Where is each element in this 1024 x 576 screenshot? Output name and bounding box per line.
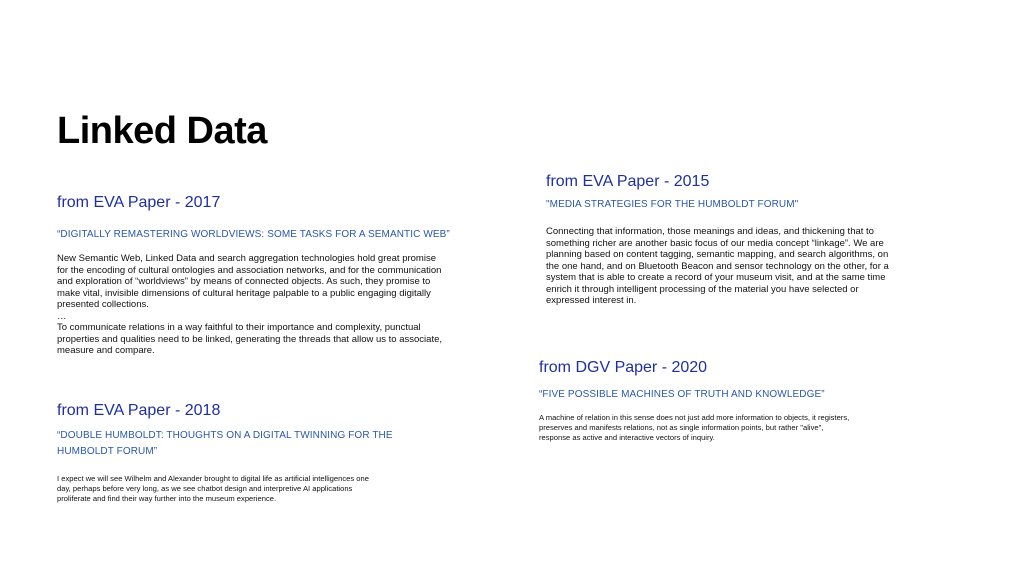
section-eva-2017-body bbox=[57, 253, 477, 357]
section-body-text: A machine of relation in this sense does not just add more information to objects, it registers, preserves and manifests relations, not as single information points, but rather "alive", response as active and interactive vectors of inquiry. bbox=[539, 413, 850, 442]
section-dgv-2020-body bbox=[539, 413, 919, 443]
section-quote-title: “DIGITALLY REMASTERING WORLDVIEWS: SOME TASKS FOR A SEMANTIC WEB” bbox=[57, 229, 450, 240]
section-eva-2017-quote bbox=[57, 228, 477, 242]
section-eva-2018-body bbox=[57, 474, 457, 504]
section-eva-2017 bbox=[57, 193, 477, 213]
section-eva-2018-quote bbox=[57, 428, 457, 460]
section-source: from EVA Paper - 2017 bbox=[57, 194, 221, 211]
section-quote-title-line1: “DOUBLE HUMBOLDT: THOUGHTS ON A DIGITAL TWINNING FOR THE bbox=[57, 430, 393, 441]
section-body-text: New Semantic Web, Linked Data and search aggregation technologies hold great promise for the encoding of cultural ontologies and association networks, and for the communication and exploration of “worldviews” by means of connected objects. As such, they promise to make vital, invisible dimensions of cultural heritage palpable to a public engaging digitally presented collections. … To communicate relations in a way faithful to their importance and complexity, punctual properties and qualities need to be linked, generating the threads that allow us to associate, measure and compare. bbox=[57, 253, 443, 356]
section-body-text: Connecting that information, those meanings and ideas, and thickening that to something richer are another basic focus of our media concept “linkage”. We are planning based on content tagging, semantic mapping, and search algorithms, on the one hand, and on Bluetooth Beacon and sensor technology on the other, for a system that is able to create a record of your museum visit, and at the same time enrich it through intelligent processing of the material you have selected or expressed interest in. bbox=[546, 226, 889, 306]
section-eva-2015-body bbox=[546, 226, 926, 307]
section-source: from EVA Paper - 2018 bbox=[57, 402, 221, 419]
section-dgv-2020-quote bbox=[539, 388, 919, 402]
section-quote-title: "MEDIA STRATEGIES FOR THE HUMBOLDT FORUM" bbox=[546, 199, 799, 210]
section-quote-title-line2: HUMBOLDT FORUM” bbox=[57, 446, 158, 457]
slide-title: Linked Data bbox=[57, 110, 267, 152]
section-source: from DGV Paper - 2020 bbox=[539, 359, 708, 376]
section-body-text: I expect we will see Wilhelm and Alexander brought to digital life as artificial intelligences one day, perhaps before very long, as we see chatbot design and interpretive AI applications proliferate and find their way further into the museum experience. bbox=[57, 474, 369, 503]
section-eva-2015 bbox=[546, 172, 926, 192]
section-quote-title: “FIVE POSSIBLE MACHINES OF TRUTH AND KNOWLEDGE” bbox=[539, 389, 825, 400]
section-source: from EVA Paper - 2015 bbox=[546, 173, 710, 190]
section-eva-2015-quote bbox=[546, 198, 926, 212]
section-eva-2018 bbox=[57, 401, 457, 421]
section-dgv-2020 bbox=[539, 358, 919, 378]
